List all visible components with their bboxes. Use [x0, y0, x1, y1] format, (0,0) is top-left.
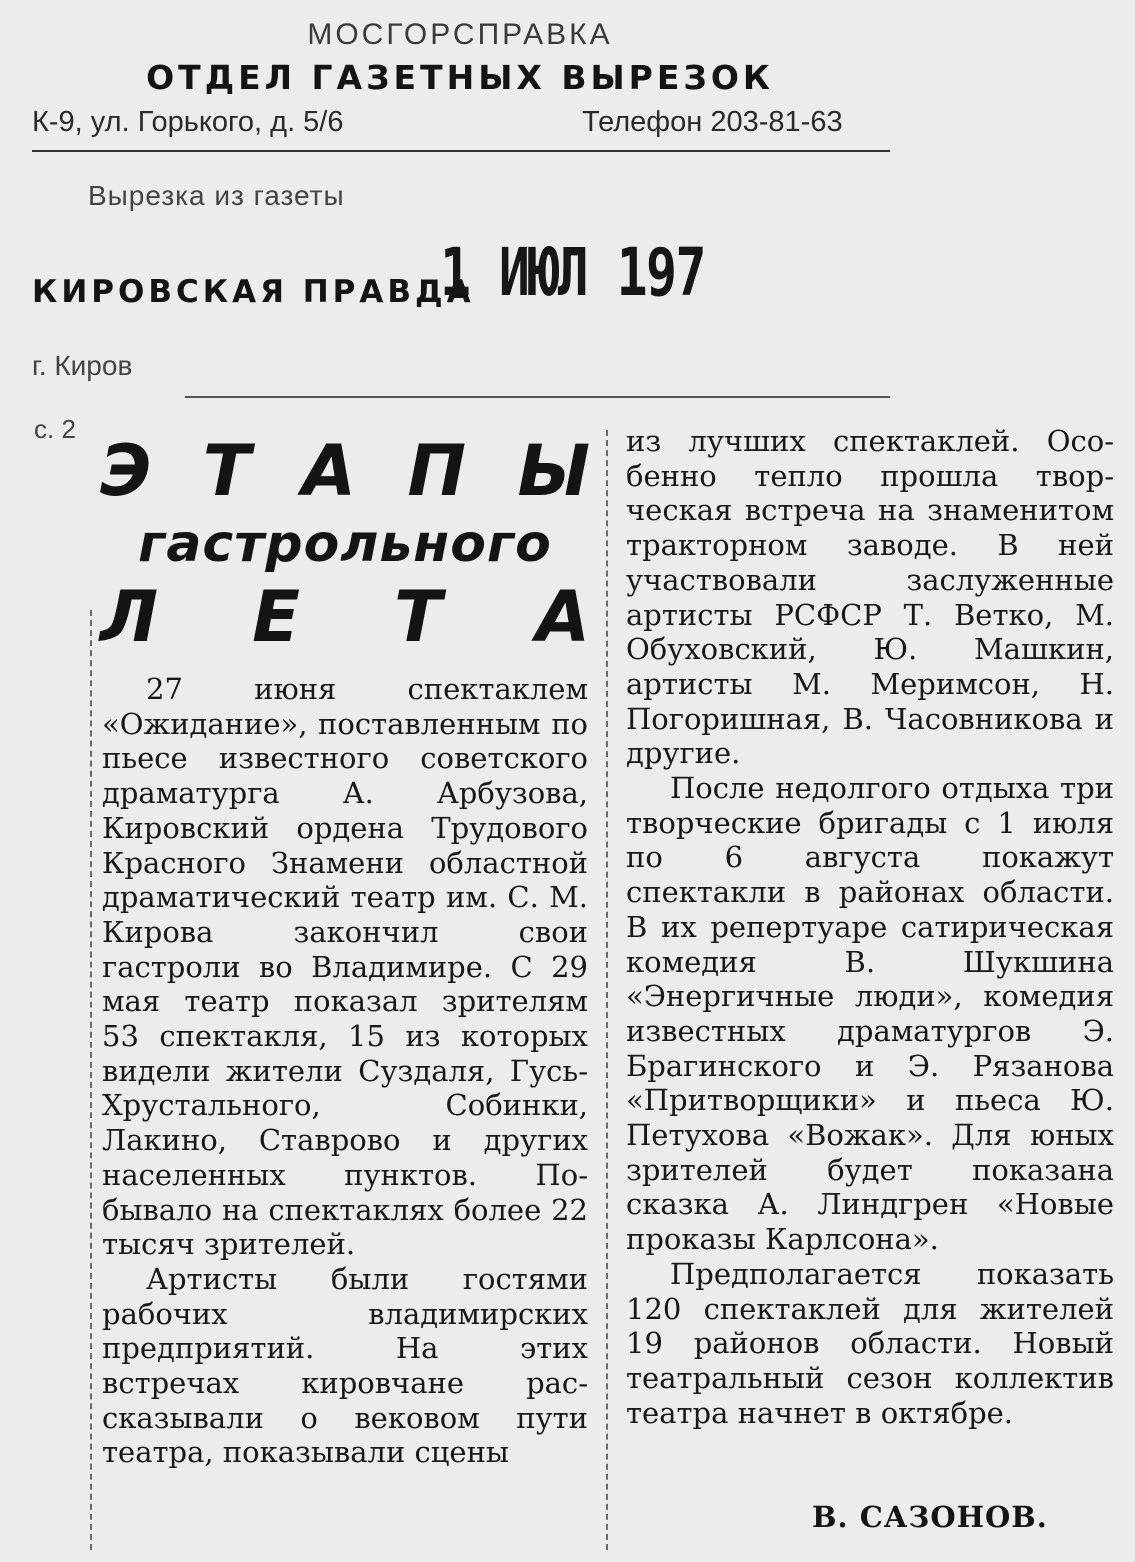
- left-column-rule: [90, 610, 92, 1550]
- headline-letter: Т: [394, 576, 442, 658]
- article-paragraph: из лучших спектаклей. Особенно тепло прошла творческая встреча на знаменитом тракторном заводе. В ней участвовали заслуженные артисты РСФСР Т. Ветко, М. Обуховский, Ю. Машкин, артисты М. Меримсон, Н. Погоришная, В. Часовникова и другие.: [626, 424, 1114, 771]
- center-column-rule: [606, 430, 608, 1550]
- article-headline: [100, 432, 590, 656]
- address: К-9, ул. Горького, д. 5/6: [32, 106, 344, 138]
- department-name: ОТДЕЛ ГАЗЕТНЫХ ВЫРЕЗОК: [146, 58, 774, 97]
- headline-letter: Е: [252, 576, 300, 658]
- header-rule: [32, 150, 890, 152]
- article-paragraph: 27 июня спектаклем «Ожидание», поставленным по пьесе известного советского драматурга А. Арбузова, Кировский ордена Трудового Красного Знамени областной драматический театр им. С. М. Кирова закончил свои гастроли во Владимире. С 29 мая театр показал зрителям 53 спектакля, 15 из которых видели жители Суздаля, Гусь-Хрустального, Собинки, Лакино, Ставрово и других населенных пунктов. Побывало на спектаклях более 22 тысяч зрителей.: [102, 672, 588, 1262]
- address-line: [32, 106, 892, 139]
- headline-letter: Э: [100, 430, 152, 512]
- headline-line-1: [100, 432, 590, 510]
- slip-bottom-rule: [185, 396, 890, 398]
- agency-name: МОСГОРСПРАВКА: [307, 18, 613, 51]
- city: г. Киров: [32, 350, 133, 381]
- date-stamp: 1 ИЮЛ 197: [440, 234, 705, 311]
- headline-letter: А: [301, 430, 357, 512]
- headline-letter: Ы: [517, 430, 590, 512]
- article-column-1: [102, 672, 588, 1470]
- clipping-bureau-slip: [0, 0, 900, 444]
- article-paragraph: Артисты были гостями рабочих владимирских предприятий. На этих встречах кировчане рассказывали о вековом пути театра, показывали сцены: [102, 1261, 588, 1470]
- article-paragraph: После недолгого отдыха три творческие бригады с 1 июля по 6 августа покажут спектакли в районах области. В их репертуаре сатирическая комедия В. Шукшина «Энергичные люди», комедия известных драматургов Э. Брагинского и Э. Рязанова «Притворщики» и пьеса Ю. Петухова «Вожак». Для юных зрителей будет показана сказка А. Линдгрен «Новые проказы Карлсона».: [626, 771, 1114, 1257]
- headline-letter: А: [535, 576, 590, 658]
- article-column-2: [626, 424, 1114, 1430]
- headline-letter: П: [407, 430, 467, 512]
- page-number: с. 2: [34, 414, 76, 444]
- headline-line-2: гастрольного: [138, 514, 552, 574]
- headline-letter: Т: [202, 430, 251, 512]
- headline-letter: Л: [100, 576, 159, 658]
- author-signature: В. САЗОНОВ.: [812, 1500, 1048, 1534]
- headline-line-3: [100, 578, 590, 656]
- clipping-label: Вырезка из газеты: [88, 180, 345, 211]
- article-paragraph: Предполагается показать 120 спектаклей для жителей 19 районов области. Новый театральный сезон коллектив театра начнет в октябре.: [626, 1256, 1114, 1430]
- newspaper-name: КИРОВСКАЯ ПРАВДА: [32, 274, 475, 310]
- phone: Телефон 203-81-63: [582, 106, 843, 138]
